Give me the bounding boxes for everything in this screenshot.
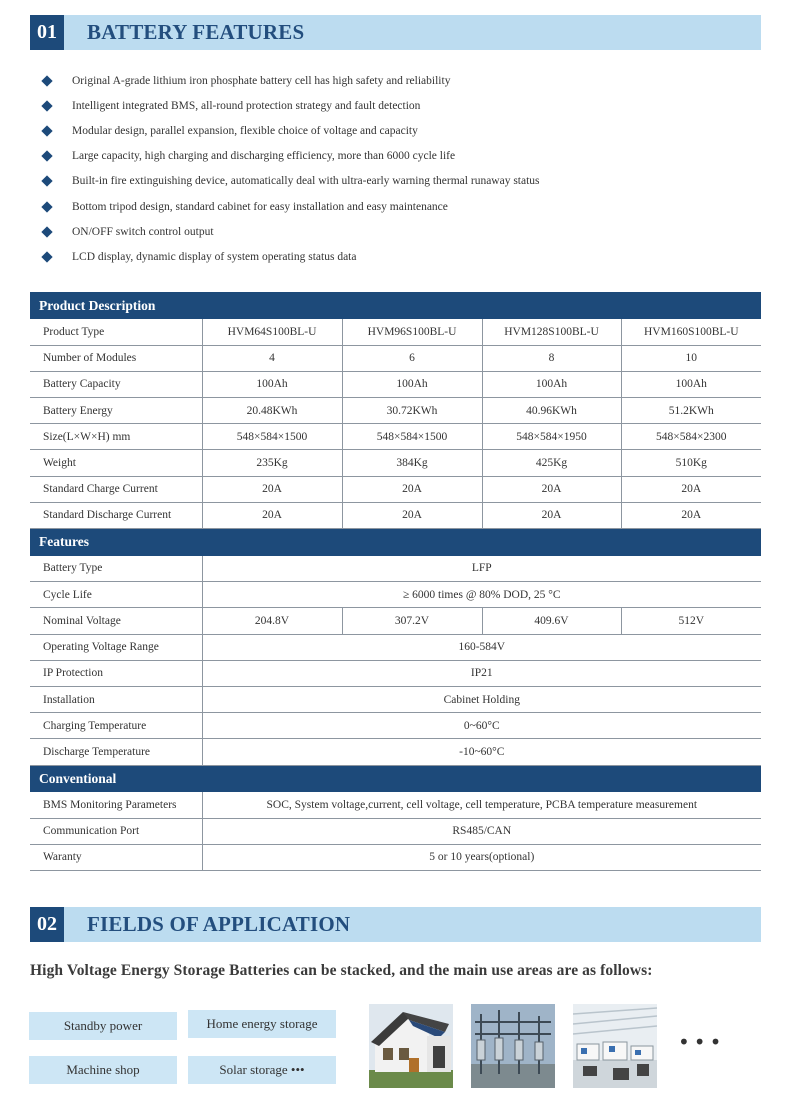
table-row: Standard Discharge Current 20A 20A 20A 20A — [30, 502, 761, 528]
diamond-bullet-icon — [41, 125, 52, 136]
substation-image — [471, 1004, 555, 1088]
tag-standby-power: Standby power — [29, 1012, 177, 1040]
more-dots: ••• — [678, 1030, 726, 1054]
tag-home-energy-storage: Home energy storage — [188, 1010, 336, 1038]
table-row: Operating Voltage Range 160-584V — [30, 634, 761, 660]
tag-solar-storage: Solar storage ••• — [188, 1056, 336, 1084]
table-row: IP Protection IP21 — [30, 660, 761, 686]
table-row: Installation Cabinet Holding — [30, 686, 761, 712]
table-row: BMS Monitoring Parameters SOC, System voltage,current, cell voltage, cell temperature, PCBA temperature measurement — [30, 792, 761, 818]
table-row: Battery Energy 20.48KWh 30.72KWh 40.96KWh 51.2KWh — [30, 398, 761, 424]
house-solar-image — [369, 1004, 453, 1088]
diamond-bullet-icon — [41, 226, 52, 237]
feature-item: Built-in fire extinguishing device, automatically deal with ultra-early warning thermal runaway status — [40, 169, 740, 194]
section-title: BATTERY FEATURES — [87, 20, 305, 44]
table-row: Standard Charge Current 20A 20A 20A 20A — [30, 476, 761, 502]
diamond-bullet-icon — [41, 251, 52, 262]
section-number: 02 — [30, 907, 64, 942]
section-number: 01 — [30, 15, 64, 50]
feature-item: Intelligent integrated BMS, all-round protection strategy and fault detection — [40, 93, 740, 118]
tag-machine-shop: Machine shop — [29, 1056, 177, 1084]
table-row: Size(L×W×H) mm 548×584×1500 548×584×1500 548×584×1950 548×584×2300 — [30, 424, 761, 450]
section-header-fields-of-application — [30, 907, 761, 942]
feature-list — [40, 68, 740, 270]
band-features: Features — [30, 529, 761, 556]
table-row: Battery Type LFP — [30, 556, 761, 582]
diamond-bullet-icon — [41, 176, 52, 187]
table-row: Number of Modules 4 6 8 10 — [30, 345, 761, 371]
feature-item: ON/OFF switch control output — [40, 219, 740, 244]
diamond-bullet-icon — [41, 100, 52, 111]
feature-item: LCD display, dynamic display of system operating status data — [40, 244, 740, 269]
diamond-bullet-icon — [41, 201, 52, 212]
section-header-battery-features — [30, 15, 761, 50]
feature-item: Bottom tripod design, standard cabinet for easy installation and easy maintenance — [40, 194, 740, 219]
section-title: FIELDS OF APPLICATION — [87, 912, 351, 936]
application-subtitle: High Voltage Energy Storage Batteries can be stacked, and the main use areas are as follows: — [30, 962, 653, 979]
table-row: Communication Port RS485/CAN — [30, 818, 761, 844]
table-row: Battery Capacity 100Ah 100Ah 100Ah 100Ah — [30, 371, 761, 397]
feature-item: Large capacity, high charging and discharging efficiency, more than 6000 cycle life — [40, 144, 740, 169]
table-row: Discharge Temperature -10~60°C — [30, 739, 761, 765]
table-row: Nominal Voltage 204.8V 307.2V 409.6V 512V — [30, 608, 761, 634]
table-row: Waranty 5 or 10 years(optional) — [30, 844, 761, 870]
feature-item: Original A-grade lithium iron phosphate battery cell has high safety and reliability — [40, 68, 740, 93]
table-row: Charging Temperature 0~60°C — [30, 713, 761, 739]
machine-shop-image — [573, 1004, 657, 1088]
diamond-bullet-icon — [41, 150, 52, 161]
band-product-description: Product Description — [30, 292, 761, 319]
spec-table — [30, 292, 761, 871]
diamond-bullet-icon — [41, 75, 52, 86]
feature-item: Modular design, parallel expansion, flexible choice of voltage and capacity — [40, 118, 740, 143]
table-row: Weight 235Kg 384Kg 425Kg 510Kg — [30, 450, 761, 476]
band-conventional: Conventional — [30, 765, 761, 792]
table-row: Cycle Life ≥ 6000 times @ 80% DOD, 25 °C — [30, 582, 761, 608]
table-row: Product Type HVM64S100BL-U HVM96S100BL-U HVM128S100BL-U HVM160S100BL-U — [30, 319, 761, 345]
